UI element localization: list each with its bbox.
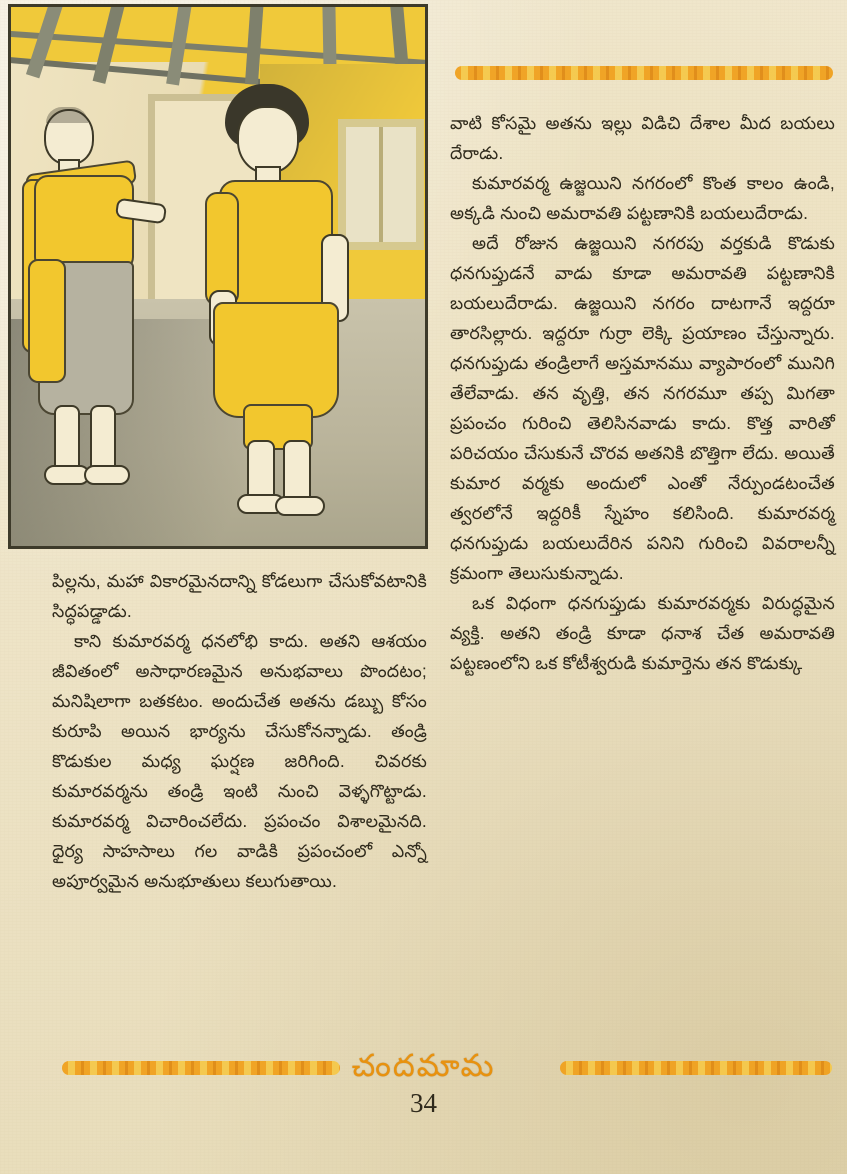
left-text-column (52, 566, 427, 896)
paragraph: కుమారవర్మ ఉజ్జయిని నగరంలో కొంత కాలం ఉండి, అక్కడి నుంచి అమరావతి పట్టణానికి బయలుదేరాడు. (450, 173, 835, 223)
page-number: 34 (410, 1088, 437, 1118)
paragraph: ఒక విధంగా ధనగుప్తుడు కుమారవర్మకు విరుద్ధమైన వ్యక్తి. అతని తండ్రి కూడా ధనాశ చేత అమరావతి పట్టణంలోని ఒక కోటీశ్వరుడి కుమార్తెను తన కొడుక్కు (450, 593, 835, 673)
paragraph: వాటి కోసమై అతను ఇల్లు విడిచి దేశాల మీద బయలు దేరాడు. (450, 113, 835, 163)
young-man-figure (203, 84, 363, 519)
illustration-panel (8, 4, 428, 549)
old-man-figure (20, 109, 170, 499)
paragraph: కాని కుమారవర్మ ధనలోభి కాదు. అతని ఆశయం జీవితంలో అసాధారణమైన అనుభవాలు పొందటం; మనిషిలాగా బతకటం. అందుచేత అతను డబ్బు కోసం కురూపి అయిన భార్యను చేసుకోనన్నాడు. తండ్రి కొడుకుల మధ్య ఘర్షణ జరిగింది. చివరకు కుమారవర్మను తండ్రి ఇంటి నుంచి వెళ్ళగొట్టాడు. కుమారవర్మ విచారించలేదు. ప్రపంచం విశాలమైనది. ధైర్య సాహసాలు గల వాడికి ప్రపంచంలో ఎన్నో అపూర్వమైన అనుభూతులు కలుగుతాయి. (52, 631, 427, 891)
paragraph: అదే రోజున ఉజ్జయిని నగరపు వర్తకుడి కొడుకు ధనగుప్తుడనే వాడు కూడా అమరావతి పట్టణానికి బయలుదేరాడు. ఉజ్జయిని నగరం దాటగానే ఇద్దరూ తారసిల్లారు. ఇద్దరూ గుర్రా లెక్కి ప్రయాణం చేస్తున్నారు. ధనగుప్తుడు తండ్రిలాగే అస్తమానము వ్యాపారంలో మునిగి తేలేవాడు. తన వృత్తి, తన నగరమూ తప్ప మిగతా ప్రపంచం గురించి తెలిసినవాడు కాదు. కొత్త వారితో పరిచయం చేసుకునే చొరవ అతనికి బొత్తిగా లేదు. అయితే కుమార వర్మకు అందులో ఎంతో నేర్పుండటంచేత త్వరలోనే ఇద్దరికీ స్నేహం కలిసింది. కుమారవర్మ ధనగుప్తుడు బయలుదేరిన పనిని గురించి వివరాలన్నీ క్రమంగా తెలుసుకున్నాడు. (450, 233, 835, 583)
magazine-title: చందమామ (351, 1048, 496, 1083)
illustration-scene (8, 4, 428, 549)
right-text-column (450, 108, 835, 678)
paragraph: పిల్లను, మహా వికారమైనదాన్ని కోడలుగా చేసుకోవటానికి సిద్ధపడ్డాడు. (52, 571, 427, 621)
ornament-divider-top-right (455, 66, 833, 80)
